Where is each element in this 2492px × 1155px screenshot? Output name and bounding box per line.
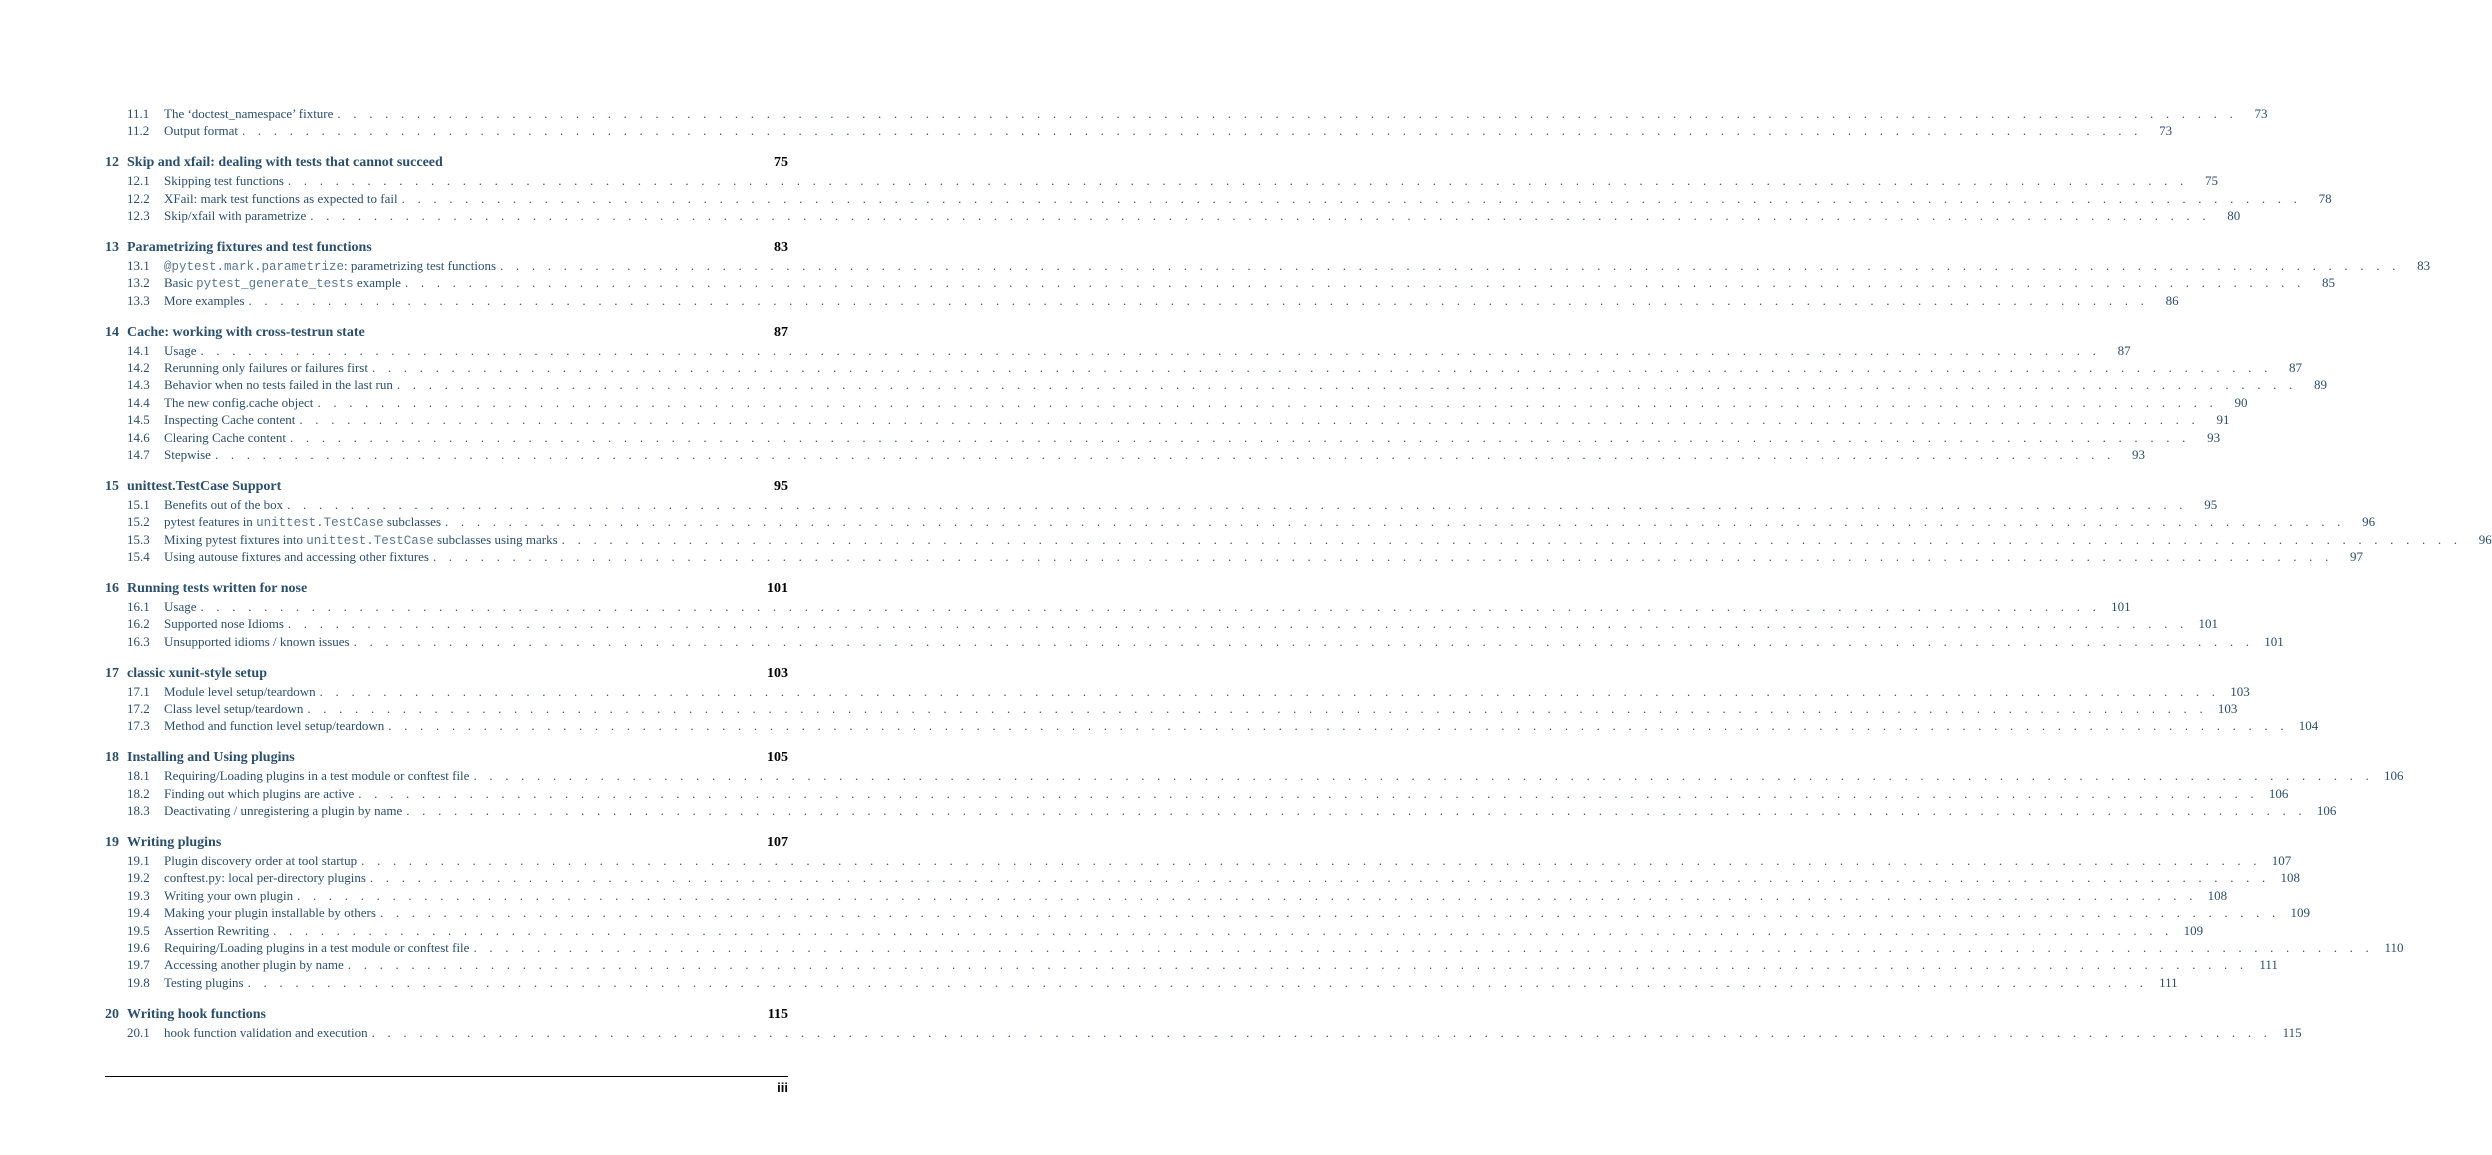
entry-title bbox=[164, 767, 473, 784]
toc-entry-link[interactable] bbox=[105, 376, 2327, 393]
dot-leader: . . . . . . . . . . . . . . . . . . . . . . . . . . . . . . . . . . . . . . . . . . . . . . . . . . . . . . . . . . . . . . . . . . . . . . . . . . . . . . . . . . . . . . . . . . . . . . . . . . . . . . . . . . . . . . . . . . . . . . . . bbox=[445, 514, 2346, 530]
dot-leader: . . . . . . . . . . . . . . . . . . . . . . . . . . . . . . . . . . . . . . . . . . . . . . . . . . . . . . . . . . . . . . . . . . . . . . . . . . . . . . . . . . . . . . . . . . . . . . . . . . . . . . . . . . . . . . . . . . . . . . . . bbox=[200, 598, 2101, 614]
entry-number: 13.3 bbox=[127, 292, 150, 308]
entry-title-text: Output format bbox=[164, 123, 239, 139]
entry-title-text: Writing your own plugin bbox=[164, 887, 294, 903]
entry-number: 16.3 bbox=[127, 633, 150, 649]
toc-chapter-link[interactable] bbox=[105, 1006, 788, 1024]
toc-chapter-link[interactable] bbox=[105, 665, 788, 683]
chapter-number: 18 bbox=[105, 750, 119, 766]
entry-title bbox=[164, 190, 402, 207]
entry-title-text: The new config.cache object bbox=[164, 394, 314, 410]
entry-page-number: 85 bbox=[2322, 275, 2336, 291]
footer-divider bbox=[105, 1076, 788, 1077]
code-literal: @pytest.mark.parametrize bbox=[164, 259, 345, 274]
toc-chapter-link[interactable] bbox=[105, 239, 788, 257]
entry-page-number: 87 bbox=[2289, 360, 2303, 376]
toc-entry-link[interactable] bbox=[105, 513, 2376, 531]
entry-title bbox=[164, 359, 372, 376]
chapter-title: Running tests written for nose bbox=[127, 580, 308, 596]
chapter-page-number: 103 bbox=[767, 665, 788, 681]
dot-leader: . . . . . . . . . . . . . . . . . . . . . . . . . . . . . . . . . . . . . . . . . . . . . . . . . . . . . . . . . . . . . . . . . . . . . . . . . . . . . . . . . . . . . . . . . . . . . . . . . . . . . . . . . . . . . . . . . . . . . . . . bbox=[299, 412, 2200, 428]
entry-title-text: pytest features in bbox=[164, 514, 257, 530]
toc-entry-link[interactable] bbox=[105, 1024, 2302, 1041]
toc-entry-link[interactable] bbox=[105, 683, 2250, 700]
entry-page-number: 87 bbox=[2117, 342, 2131, 358]
entry-number: 16.1 bbox=[127, 598, 150, 614]
dot-leader: . . . . . . . . . . . . . . . . . . . . . . . . . . . . . . . . . . . . . . . . . . . . . . . . . . . . . . . . . . . . . . . . . . . . . . . . . . . . . . . . . . . . . . . . . . . . . . . . . . . . . . . . . . . . . . . . . . . . . . . . bbox=[317, 394, 2218, 410]
dot-leader: . . . . . . . . . . . . . . . . . . . . . . . . . . . . . . . . . . . . . . . . . . . . . . . . . . . . . . . . . . . . . . . . . . . . . . . . . . . . . . . . . . . . . . . . . . . . . . . . . . . . . . . . . . . . . . . . . . . . . . . . bbox=[337, 106, 2238, 121]
entry-page-number: 78 bbox=[2318, 190, 2332, 206]
toc-entry-link[interactable] bbox=[105, 359, 2303, 376]
toc-chapter bbox=[105, 324, 2327, 464]
entry-title-text: Requiring/Loading plugins in a test module or conftest file bbox=[164, 939, 470, 955]
dot-leader: . . . . . . . . . . . . . . . . . . . . . . . . . . . . . . . . . . . . . . . . . . . . . . . . . . . . . . . . . . . . . . . . . . . . . . . . . . . . . . . . . . . . . . . . . . . . . . . . . . . . . . . . . . . . . . . . . . . . . . . . bbox=[358, 785, 2259, 801]
entry-title-text: Skip/xfail with parametrize bbox=[164, 208, 307, 224]
entry-number: 11.2 bbox=[127, 123, 150, 139]
entry-number: 17.2 bbox=[127, 700, 150, 716]
toc-entry-link[interactable] bbox=[105, 429, 2221, 446]
entry-title bbox=[164, 411, 299, 428]
entry-title-text: More examples bbox=[164, 292, 245, 308]
entry-title-text: XFail: mark test functions as expected to fail bbox=[164, 190, 398, 206]
entry-number: 14.3 bbox=[127, 377, 150, 393]
entry-page-number: 108 bbox=[2280, 870, 2300, 886]
dot-leader: . . . . . . . . . . . . . . . . . . . . . . . . . . . . . . . . . . . . . . . . . . . . . . . . . . . . . . . . . . . . . . . . . . . . . . . . . . . . . . . . . . . . . . . . . . . . . . . . . . . . . . . . . . . . . . . . . . . . . . . . bbox=[371, 1024, 2272, 1040]
dot-leader: . . . . . . . . . . . . . . . . . . . . . . . . . . . . . . . . . . . . . . . . . . . . . . . . . . . . . . . . . . . . . . . . . . . . . . . . . . . . . . . . . . . . . . . . . . . . . . . . . . . . . . . . . . . . . . . . . . . . . . . . bbox=[307, 700, 2208, 716]
toc-entry-link[interactable] bbox=[105, 956, 2278, 973]
dot-leader: . . . . . . . . . . . . . . . . . . . . . . . . . . . . . . . . . . . . . . . . . . . . . . . . . . . . . . . . . . . . . . . . . . . . . . . . . . . . . . . . . . . . . . . . . . . . . . . . . . . . . . . . . . . . . . . . . . . . . . . . bbox=[287, 173, 2188, 189]
toc-entry-link[interactable] bbox=[105, 869, 2300, 886]
entry-title bbox=[164, 446, 215, 463]
entry-title bbox=[164, 802, 406, 819]
toc-entry-link[interactable] bbox=[105, 274, 2336, 292]
dot-leader: . . . . . . . . . . . . . . . . . . . . . . . . . . . . . . . . . . . . . . . . . . . . . . . . . . . . . . . . . . . . . . . . . . . . . . . . . . . . . . . . . . . . . . . . . . . . . . . . . . . . . . . . . . . . . . . . . . . . . . . . bbox=[404, 275, 2306, 291]
toc-chapter bbox=[105, 665, 2319, 735]
entry-title bbox=[164, 956, 348, 973]
entry-title bbox=[164, 869, 370, 886]
toc-chapter-link[interactable] bbox=[105, 324, 788, 342]
dot-leader: . . . . . . . . . . . . . . . . . . . . . . . . . . . . . . . . . . . . . . . . . . . . . . . . . . . . . . . . . . . . . . . . . . . . . . . . . . . . . . . . . . . . . . . . . . . . . . . . . . . . . . . . . . . . . . . . . . . . . . . . bbox=[319, 683, 2220, 699]
entry-page-number: 97 bbox=[2350, 549, 2364, 565]
dot-leader: . . . . . . . . . . . . . . . . . . . . . . . . . . . . . . . . . . . . . . . . . . . . . . . . . . . . . . . . . . . . . . . . . . . . . . . . . . . . . . . . . . . . . . . . . . . . . . . . . . . . . . . . . . . . . . . . . . . . . . . . bbox=[273, 922, 2174, 938]
chapter-number: 19 bbox=[105, 834, 119, 850]
entry-page-number: 106 bbox=[2268, 785, 2289, 801]
entry-page-number: 93 bbox=[2132, 446, 2146, 462]
entry-title bbox=[164, 904, 380, 921]
chapter-number: 15 bbox=[105, 478, 119, 494]
toc-entry-link[interactable] bbox=[105, 548, 2364, 565]
entry-number: 19.1 bbox=[127, 852, 150, 868]
dot-leader: . . . . . . . . . . . . . . . . . . . . . . . . . . . . . . . . . . . . . . . . . . . . . . . . . . . . . . . . . . . . . . . . . . . . . . . . . . . . . . . . . . . . . . . . . . . . . . . . . . . . . . . . . . . . . . . . . . . . . . . . bbox=[248, 292, 2149, 308]
entry-page-number: 106 bbox=[2384, 768, 2404, 784]
entry-number: 19.6 bbox=[127, 939, 150, 955]
entry-title bbox=[164, 633, 354, 650]
entry-number: 19.4 bbox=[127, 905, 150, 921]
entry-title bbox=[164, 496, 287, 513]
entry-page-number: 103 bbox=[2230, 683, 2250, 699]
chapter-number: 12 bbox=[105, 155, 119, 171]
entry-title-text: Stepwise bbox=[164, 446, 211, 462]
entry-title bbox=[164, 615, 288, 632]
entry-page-number: 111 bbox=[2159, 974, 2178, 990]
toc-chapter bbox=[105, 478, 2492, 566]
entry-number: 12.3 bbox=[127, 208, 150, 224]
entry-title-text: Rerunning only failures or failures first bbox=[164, 360, 368, 376]
entry-title-text: subclasses bbox=[383, 514, 442, 530]
entry-page-number: 73 bbox=[2254, 106, 2268, 121]
code-literal: unittest.TestCase bbox=[306, 533, 434, 548]
dot-leader: . . . . . . . . . . . . . . . . . . . . . . . . . . . . . . . . . . . . . . . . . . . . . . . . . . . . . . . . . . . . . . . . . . . . . . . . . . . . . . . . . . . . . . . . . . . . . . . . . . . . . . . . . . . . . . . . . . . . . . . . bbox=[401, 190, 2302, 206]
dot-leader: . . . . . . . . . . . . . . . . . . . . . . . . . . . . . . . . . . . . . . . . . . . . . . . . . . . . . . . . . . . . . . . . . . . . . . . . . . . . . . . . . . . . . . . . . . . . . . . . . . . . . . . . . . . . . . . . . . . . . . . . bbox=[473, 939, 2374, 955]
toc-entry-link[interactable] bbox=[105, 411, 2230, 428]
toc-chapter bbox=[105, 239, 2431, 309]
toc-entry-link[interactable] bbox=[105, 852, 2292, 869]
dot-leader: . . . . . . . . . . . . . . . . . . . . . . . . . . . . . . . . . . . . . . . . . . . . . . . . . . . . . . . . . . . . . . . . . . . . . . . . . . . . . . . . . . . . . . . . . . . . . . . . . . . . . . . . . . . . . . . . . . . . . . . . bbox=[287, 496, 2188, 512]
entry-number: 17.1 bbox=[127, 683, 150, 699]
toc-entry-link[interactable] bbox=[105, 122, 2173, 139]
chapter-page-number: 105 bbox=[767, 750, 788, 766]
toc-chapter-link[interactable] bbox=[105, 749, 788, 767]
entry-number: 19.7 bbox=[127, 957, 150, 973]
dot-leader: . . . . . . . . . . . . . . . . . . . . . . . . . . . . . . . . . . . . . . . . . . . . . . . . . . . . . . . . . . . . . . . . . . . . . . . . . . . . . . . . . . . . . . . . . . . . . . . . . . . . . . . . . . . . . . . . . . . . . . . . bbox=[369, 870, 2270, 886]
toc-entry-link[interactable] bbox=[105, 633, 2284, 650]
toc-chapter bbox=[105, 1006, 2302, 1041]
toc-entry-link[interactable] bbox=[105, 105, 2268, 122]
toc-entry-link[interactable] bbox=[105, 785, 2289, 802]
chapter-title: unittest.TestCase Support bbox=[127, 478, 282, 494]
toc-chapter bbox=[105, 105, 2268, 140]
entry-title-text: Finding out which plugins are active bbox=[164, 785, 355, 801]
entry-number: 14.1 bbox=[127, 342, 150, 358]
toc-chapter-link[interactable] bbox=[105, 580, 788, 598]
entry-number: 13.1 bbox=[127, 257, 150, 273]
entry-number: 15.3 bbox=[127, 531, 150, 547]
dot-leader: . . . . . . . . . . . . . . . . . . . . . . . . . . . . . . . . . . . . . . . . . . . . . . . . . . . . . . . . . . . . . . . . . . . . . . . . . . . . . . . . . . . . . . . . . . . . . . . . . . . . . . . . . . . . . . . . . . . . . . . . bbox=[287, 616, 2188, 632]
entry-title bbox=[164, 1024, 372, 1041]
entry-title-text: Assertion Rewriting bbox=[164, 922, 270, 938]
entry-page-number: 73 bbox=[2159, 123, 2173, 139]
chapter-number: 17 bbox=[105, 665, 119, 681]
toc-entry-link[interactable] bbox=[105, 292, 2179, 309]
toc-chapter bbox=[105, 749, 2404, 819]
entry-page-number: 93 bbox=[2207, 429, 2221, 445]
entry-title-text: Deactivating / unregistering a plugin by name bbox=[164, 803, 403, 819]
chapter-page-number: 95 bbox=[774, 478, 788, 494]
entry-title-text: Basic bbox=[164, 275, 197, 291]
entry-number: 14.6 bbox=[127, 429, 150, 445]
chapter-title: Cache: working with cross-testrun state bbox=[127, 324, 365, 340]
toc-entry-link[interactable] bbox=[105, 615, 2218, 632]
entry-page-number: 101 bbox=[2264, 633, 2284, 649]
entry-page-number: 109 bbox=[2183, 922, 2204, 938]
entry-title-text: Clearing Cache content bbox=[164, 429, 287, 445]
entry-page-number: 103 bbox=[2217, 700, 2238, 716]
entry-title-text: Making your plugin installable by others bbox=[164, 905, 376, 921]
entry-page-number: 96 bbox=[2362, 514, 2376, 530]
entry-title bbox=[164, 122, 242, 139]
entry-title bbox=[164, 105, 337, 122]
entry-title bbox=[164, 922, 273, 939]
dot-leader: . . . . . . . . . . . . . . . . . . . . . . . . . . . . . . . . . . . . . . . . . . . . . . . . . . . . . . . . . . . . . . . . . . . . . . . . . . . . . . . . . . . . . . . . . . . . . . . . . . . . . . . . . . . . . . . . . . . . . . . . bbox=[396, 377, 2297, 393]
chapter-number: 20 bbox=[105, 1006, 119, 1022]
entry-title bbox=[164, 207, 310, 224]
toc-chapter-link[interactable] bbox=[105, 834, 788, 852]
entry-title bbox=[164, 376, 397, 393]
dot-leader: . . . . . . . . . . . . . . . . . . . . . . . . . . . . . . . . . . . . . . . . . . . . . . . . . . . . . . . . . . . . . . . . . . . . . . . . . . . . . . . . . . . . . . . . . . . . . . . . . . . . . . . . . . . . . . . . . . . . . . . . bbox=[200, 342, 2101, 358]
dot-leader: . . . . . . . . . . . . . . . . . . . . . . . . . . . . . . . . . . . . . . . . . . . . . . . . . . . . . . . . . . . . . . . . . . . . . . . . . . . . . . . . . . . . . . . . . . . . . . . . . . . . . . . . . . . . . . . . . . . . . . . . bbox=[432, 549, 2334, 565]
entry-number: 14.5 bbox=[127, 412, 150, 428]
entry-title bbox=[164, 394, 317, 411]
dot-leader: . . . . . . . . . . . . . . . . . . . . . . . . . . . . . . . . . . . . . . . . . . . . . . . . . . . . . . . . . . . . . . . . . . . . . . . . . . . . . . . . . . . . . . . . . . . . . . . . . . . . . . . . . . . . . . . . . . . . . . . . bbox=[214, 446, 2116, 462]
chapter-page-number: 75 bbox=[774, 155, 788, 171]
entry-number: 14.4 bbox=[127, 394, 150, 410]
entry-title bbox=[164, 785, 358, 802]
toc-entry-link[interactable] bbox=[105, 974, 2178, 991]
entry-title bbox=[164, 887, 297, 904]
chapter-title: Writing plugins bbox=[127, 834, 222, 850]
entry-page-number: 95 bbox=[2204, 496, 2218, 512]
toc-entry-link[interactable] bbox=[105, 598, 2131, 615]
dot-leader: . . . . . . . . . . . . . . . . . . . . . . . . . . . . . . . . . . . . . . . . . . . . . . . . . . . . . . . . . . . . . . . . . . . . . . . . . . . . . . . . . . . . . . . . . . . . . . . . . . . . . . . . . . . . . . . . . . . . . . . . bbox=[406, 803, 2307, 819]
entry-page-number: 80 bbox=[2227, 208, 2241, 224]
dot-leader: . . . . . . . . . . . . . . . . . . . . . . . . . . . . . . . . . . . . . . . . . . . . . . . . . . . . . . . . . . . . . . . . . . . . . . . . . . . . . . . . . . . . . . . . . . . . . . . . . . . . . . . . . . . . . . . . . . . . . . . . bbox=[388, 718, 2289, 734]
entry-title-text: Plugin discovery order at tool startup bbox=[164, 852, 358, 868]
toc-entry-link[interactable] bbox=[105, 257, 2431, 274]
entry-title bbox=[164, 974, 248, 991]
dot-leader: . . . . . . . . . . . . . . . . . . . . . . . . . . . . . . . . . . . . . . . . . . . . . . . . . . . . . . . . . . . . . . . . . . . . . . . . . . . . . . . . . . . . . . . . . . . . . . . . . . . . . . . . . . . . . . . . . . . . . . . . bbox=[297, 887, 2198, 903]
code-literal: pytest_generate_tests bbox=[196, 277, 354, 292]
chapter-number: 16 bbox=[105, 580, 119, 596]
entry-title-text: Benefits out of the box bbox=[164, 496, 284, 512]
entry-title-text: Unsupported idioms / known issues bbox=[164, 633, 350, 649]
entry-page-number: 115 bbox=[2282, 1024, 2302, 1040]
entry-number: 19.5 bbox=[127, 922, 150, 938]
toc-entry-link[interactable] bbox=[105, 207, 2241, 224]
toc-entry-link[interactable] bbox=[105, 172, 2218, 189]
entry-page-number: 111 bbox=[2259, 957, 2278, 973]
entry-page-number: 108 bbox=[2207, 887, 2228, 903]
entry-title-text: Requiring/Loading plugins in a test module or conftest file bbox=[164, 768, 470, 784]
entry-title-text: Skipping test functions bbox=[164, 173, 284, 189]
entry-number: 12.2 bbox=[127, 190, 150, 206]
toc-entry-link[interactable] bbox=[105, 802, 2337, 819]
entry-page-number: 91 bbox=[2216, 412, 2230, 428]
dot-leader: . . . . . . . . . . . . . . . . . . . . . . . . . . . . . . . . . . . . . . . . . . . . . . . . . . . . . . . . . . . . . . . . . . . . . . . . . . . . . . . . . . . . . . . . . . . . . . . . . . . . . . . . . . . . . . . . . . . . . . . . bbox=[500, 257, 2401, 273]
entry-title-text: Accessing another plugin by name bbox=[164, 957, 344, 973]
table-of-contents bbox=[105, 105, 2492, 1055]
entry-title-text: Usage bbox=[164, 598, 197, 614]
entry-page-number: 90 bbox=[2234, 394, 2248, 410]
entry-page-number: 86 bbox=[2165, 292, 2179, 308]
entry-title-text: hook function validation and execution bbox=[164, 1024, 368, 1040]
entry-number: 15.2 bbox=[127, 514, 150, 530]
toc-chapter bbox=[105, 580, 2284, 650]
entry-number: 15.4 bbox=[127, 549, 150, 565]
toc-entry-link[interactable] bbox=[105, 394, 2248, 411]
entry-title bbox=[164, 700, 307, 717]
dot-leader: . . . . . . . . . . . . . . . . . . . . . . . . . . . . . . . . . . . . . . . . . . . . . . . . . . . . . . . . . . . . . . . . . . . . . . . . . . . . . . . . . . . . . . . . . . . . . . . . . . . . . . . . . . . . . . . . . . . . . . . . bbox=[473, 768, 2374, 784]
entry-number: 11.1 bbox=[127, 106, 150, 121]
entry-number: 17.3 bbox=[127, 718, 150, 734]
toc-chapter bbox=[105, 154, 2332, 224]
entry-page-number: 107 bbox=[2271, 852, 2292, 868]
footer-page-number: iii bbox=[777, 1080, 788, 1095]
dot-leader: . . . . . . . . . . . . . . . . . . . . . . . . . . . . . . . . . . . . . . . . . . . . . . . . . . . . . . . . . . . . . . . . . . . . . . . . . . . . . . . . . . . . . . . . . . . . . . . . . . . . . . . . . . . . . . . . . . . . . . . . bbox=[561, 531, 2462, 547]
dot-leader: . . . . . . . . . . . . . . . . . . . . . . . . . . . . . . . . . . . . . . . . . . . . . . . . . . . . . . . . . . . . . . . . . . . . . . . . . . . . . . . . . . . . . . . . . . . . . . . . . . . . . . . . . . . . . . . . . . . . . . . . bbox=[353, 633, 2254, 649]
entry-title-text: subclasses using marks bbox=[433, 531, 558, 547]
toc-entry-link[interactable] bbox=[105, 190, 2332, 207]
entry-title-text: : parametrizing test functions bbox=[344, 257, 497, 273]
entry-title bbox=[164, 717, 388, 734]
entry-title-text: Class level setup/teardown bbox=[164, 700, 304, 716]
entry-title bbox=[164, 852, 361, 869]
toc-entry-link[interactable] bbox=[105, 531, 2492, 548]
code-literal: unittest.TestCase bbox=[256, 516, 384, 531]
entry-title-text: example bbox=[353, 275, 401, 291]
chapter-page-number: 107 bbox=[767, 834, 788, 850]
chapter-page-number: 101 bbox=[767, 580, 788, 596]
dot-leader: . . . . . . . . . . . . . . . . . . . . . . . . . . . . . . . . . . . . . . . . . . . . . . . . . . . . . . . . . . . . . . . . . . . . . . . . . . . . . . . . . . . . . . . . . . . . . . . . . . . . . . . . . . . . . . . . . . . . . . . . bbox=[379, 905, 2281, 921]
dot-leader: . . . . . . . . . . . . . . . . . . . . . . . . . . . . . . . . . . . . . . . . . . . . . . . . . . . . . . . . . . . . . . . . . . . . . . . . . . . . . . . . . . . . . . . . . . . . . . . . . . . . . . . . . . . . . . . . . . . . . . . . bbox=[347, 957, 2248, 973]
dot-leader: . . . . . . . . . . . . . . . . . . . . . . . . . . . . . . . . . . . . . . . . . . . . . . . . . . . . . . . . . . . . . . . . . . . . . . . . . . . . . . . . . . . . . . . . . . . . . . . . . . . . . . . . . . . . . . . . . . . . . . . . bbox=[247, 974, 2148, 990]
entry-page-number: 89 bbox=[2313, 377, 2327, 393]
entry-number: 18.3 bbox=[127, 803, 150, 819]
chapter-title: Skip and xfail: dealing with tests that cannot succeed bbox=[127, 155, 443, 171]
toc-entry-link[interactable] bbox=[105, 922, 2204, 939]
entry-title-text: Method and function level setup/teardown bbox=[164, 718, 385, 734]
entry-number: 18.2 bbox=[127, 785, 150, 801]
entry-page-number: 75 bbox=[2204, 173, 2218, 189]
entry-number: 19.3 bbox=[127, 887, 150, 903]
entry-number: 16.2 bbox=[127, 616, 150, 632]
entry-number: 14.2 bbox=[127, 360, 150, 376]
entry-number: 19.8 bbox=[127, 974, 150, 990]
toc-entry-link[interactable] bbox=[105, 767, 2404, 784]
entry-number: 15.1 bbox=[127, 496, 150, 512]
entry-title bbox=[164, 939, 473, 956]
entry-number: 13.2 bbox=[127, 275, 150, 291]
toc-entry-link[interactable] bbox=[105, 446, 2146, 463]
entry-title-text: Inspecting Cache content bbox=[164, 412, 296, 428]
entry-page-number: 101 bbox=[2111, 598, 2131, 614]
entry-number: 20.1 bbox=[127, 1024, 150, 1040]
toc-entry-link[interactable] bbox=[105, 887, 2228, 904]
chapter-title: Parametrizing fixtures and test functions bbox=[127, 239, 372, 255]
entry-page-number: 83 bbox=[2417, 257, 2431, 273]
entry-title bbox=[164, 598, 201, 615]
toc-chapter-link[interactable] bbox=[105, 154, 788, 172]
entry-page-number: 96 bbox=[2478, 531, 2492, 547]
entry-title-text: Usage bbox=[164, 342, 197, 358]
toc-entry-link[interactable] bbox=[105, 496, 2218, 513]
entry-title bbox=[164, 342, 201, 359]
toc-entry-link[interactable] bbox=[105, 717, 2319, 734]
chapter-number: 14 bbox=[105, 324, 119, 340]
entry-page-number: 106 bbox=[2316, 803, 2337, 819]
dot-leader: . . . . . . . . . . . . . . . . . . . . . . . . . . . . . . . . . . . . . . . . . . . . . . . . . . . . . . . . . . . . . . . . . . . . . . . . . . . . . . . . . . . . . . . . . . . . . . . . . . . . . . . . . . . . . . . . . . . . . . . . bbox=[361, 852, 2262, 868]
entry-title bbox=[164, 683, 320, 700]
chapter-page-number: 87 bbox=[774, 324, 788, 340]
dot-leader: . . . . . . . . . . . . . . . . . . . . . . . . . . . . . . . . . . . . . . . . . . . . . . . . . . . . . . . . . . . . . . . . . . . . . . . . . . . . . . . . . . . . . . . . . . . . . . . . . . . . . . . . . . . . . . . . . . . . . . . . bbox=[310, 208, 2211, 224]
entry-title-text: Using autouse fixtures and accessing other fixtures bbox=[164, 549, 429, 565]
toc-entry-link[interactable] bbox=[105, 939, 2404, 956]
entry-number: 19.2 bbox=[127, 870, 150, 886]
toc-chapter bbox=[105, 834, 2404, 991]
dot-leader: . . . . . . . . . . . . . . . . . . . . . . . . . . . . . . . . . . . . . . . . . . . . . . . . . . . . . . . . . . . . . . . . . . . . . . . . . . . . . . . . . . . . . . . . . . . . . . . . . . . . . . . . . . . . . . . . . . . . . . . . bbox=[242, 123, 2143, 139]
chapter-page-number: 83 bbox=[774, 239, 788, 255]
chapter-number: 13 bbox=[105, 239, 119, 255]
entry-title bbox=[164, 292, 249, 309]
toc-entry-link[interactable] bbox=[105, 700, 2238, 717]
entry-title-text: Module level setup/teardown bbox=[164, 683, 316, 699]
chapter-page-number: 115 bbox=[767, 1006, 788, 1022]
entry-page-number: 101 bbox=[2198, 616, 2218, 632]
toc-entry-link[interactable] bbox=[105, 904, 2311, 921]
entry-title bbox=[164, 548, 433, 565]
chapter-title: classic xunit-style setup bbox=[127, 665, 267, 681]
dot-leader: . . . . . . . . . . . . . . . . . . . . . . . . . . . . . . . . . . . . . . . . . . . . . . . . . . . . . . . . . . . . . . . . . . . . . . . . . . . . . . . . . . . . . . . . . . . . . . . . . . . . . . . . . . . . . . . . . . . . . . . . bbox=[290, 429, 2191, 445]
entry-title-text: conftest.py: local per-directory plugins bbox=[164, 870, 366, 886]
entry-title bbox=[164, 429, 290, 446]
entry-number: 14.7 bbox=[127, 446, 150, 462]
entry-number: 12.1 bbox=[127, 173, 150, 189]
entry-page-number: 110 bbox=[2384, 939, 2404, 955]
chapter-title: Writing hook functions bbox=[127, 1006, 266, 1022]
entry-title-text: Supported nose Idioms bbox=[164, 616, 284, 632]
entry-title-text: Testing plugins bbox=[164, 974, 244, 990]
chapter-title: Installing and Using plugins bbox=[127, 750, 295, 766]
entry-title-text: Mixing pytest fixtures into bbox=[164, 531, 307, 547]
toc-chapter-link[interactable] bbox=[105, 478, 788, 496]
entry-title-text: Behavior when no tests failed in the last run bbox=[164, 377, 393, 393]
toc-entry-link[interactable] bbox=[105, 342, 2131, 359]
entry-title bbox=[164, 172, 288, 189]
entry-number: 18.1 bbox=[127, 768, 150, 784]
entry-title-text: The ‘doctest_namespace’ fixture bbox=[164, 106, 334, 121]
entry-page-number: 109 bbox=[2290, 905, 2311, 921]
entry-page-number: 104 bbox=[2298, 718, 2319, 734]
dot-leader: . . . . . . . . . . . . . . . . . . . . . . . . . . . . . . . . . . . . . . . . . . . . . . . . . . . . . . . . . . . . . . . . . . . . . . . . . . . . . . . . . . . . . . . . . . . . . . . . . . . . . . . . . . . . . . . . . . . . . . . . bbox=[371, 360, 2273, 376]
